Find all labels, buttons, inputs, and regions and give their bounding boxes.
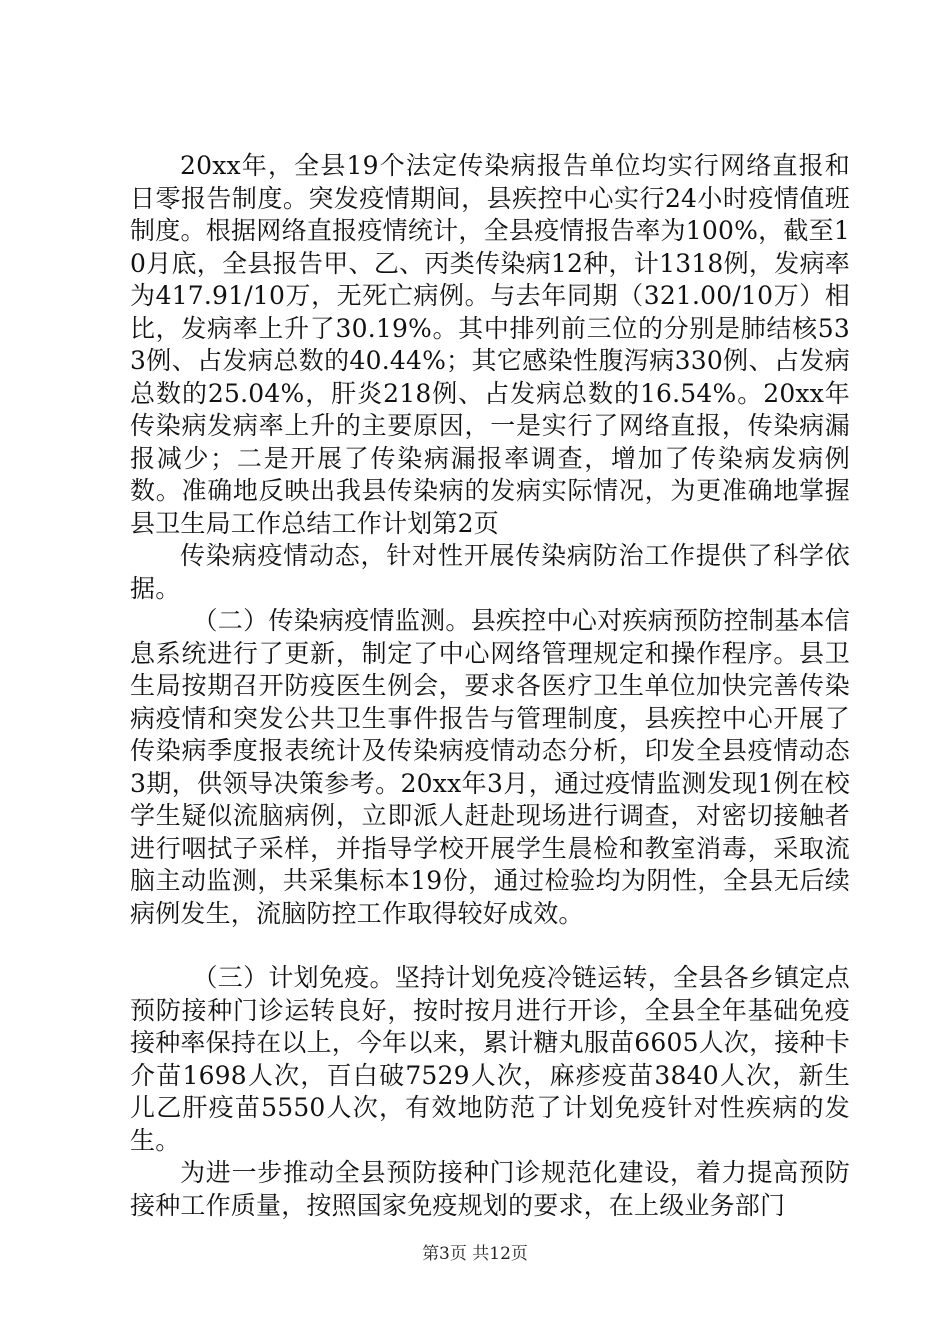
paragraph-epidemic-monitoring: （二）传染病疫情监测。县疾控中心对疾病预防控制基本信息系统进行了更新，制定了中心网络管理规定和操作程序。县卫生局按期召开防疫医生例会，要求各医疗卫生单位加快完善传染病疫情和突发公共卫生事件报告与管理制度，县疾控中心开展了传染病季度报表统计及传染病疫情动态分析，印发全县疫情动态3期，供领导决策参考。20xx年3月，通过疫情监测发现1例在校学生疑似流脑病例，立即派人赶赴现场进行调查，对密切接触者进行咽拭子采样，并指导学校开展学生晨检和教室消毒，采取流脑主动监测，共采集标本19份，通过检验均为阴性，全县无后续病例发生，流脑防控工作取得较好成效。: [130, 606, 850, 928]
paragraph-vaccination-clinic: 为进一步推动全县预防接种门诊规范化建设，着力提高预防接种工作质量，按照国家免疫规划的要求，在上级业务部门: [130, 1158, 850, 1220]
paragraph-epidemic-dynamics: 传染病疫情动态，针对性开展传染病防治工作提供了科学依据。: [130, 541, 850, 603]
page-number-footer: 第3页 共12页: [422, 1244, 528, 1264]
document-body: [130, 150, 850, 1222]
paragraph-infectious-disease-report: 20xx年，全县19个法定传染病报告单位均实行网络直报和日零报告制度。突发疫情期间，县疾控中心实行24小时疫情值班制度。根据网络直报疫情统计，全县疫情报告率为100%，截至10月底，全县报告甲、乙、丙类传染病12种，计1318例，发病率为417.91/10万，无死亡病例。与去年同期（321.00/10万）相比，发病率上升了30.19%。其中排列前三位的分别是肺结核533例、占发病总数的40.44%；其它感染性腹泻病330例、占发病总数的25.04%，肝炎218例、占发病总数的16.54%。20xx年传染病发病率上升的主要原因，一是实行了网络直报，传染病漏报减少；二是开展了传染病漏报率调查，增加了传染病发病例数。准确地反映出我县传染病的发病实际情况，为更准确地掌握县卫生局工作总结工作计划第2页: [130, 151, 850, 538]
paragraph-planned-immunization: （三）计划免疫。坚持计划免疫冷链运转，全县各乡镇定点预防接种门诊运转良好，按时按月进行开诊，全县全年基础免疫接种率保持在以上，今年以来，累计糖丸服苗6605人次，接种卡介苗1698人次，百白破7529人次，麻疹疫苗3840人次，新生儿乙肝疫苗5550人次，有效地防范了计划免疫针对性疾病的发生。: [130, 963, 850, 1155]
